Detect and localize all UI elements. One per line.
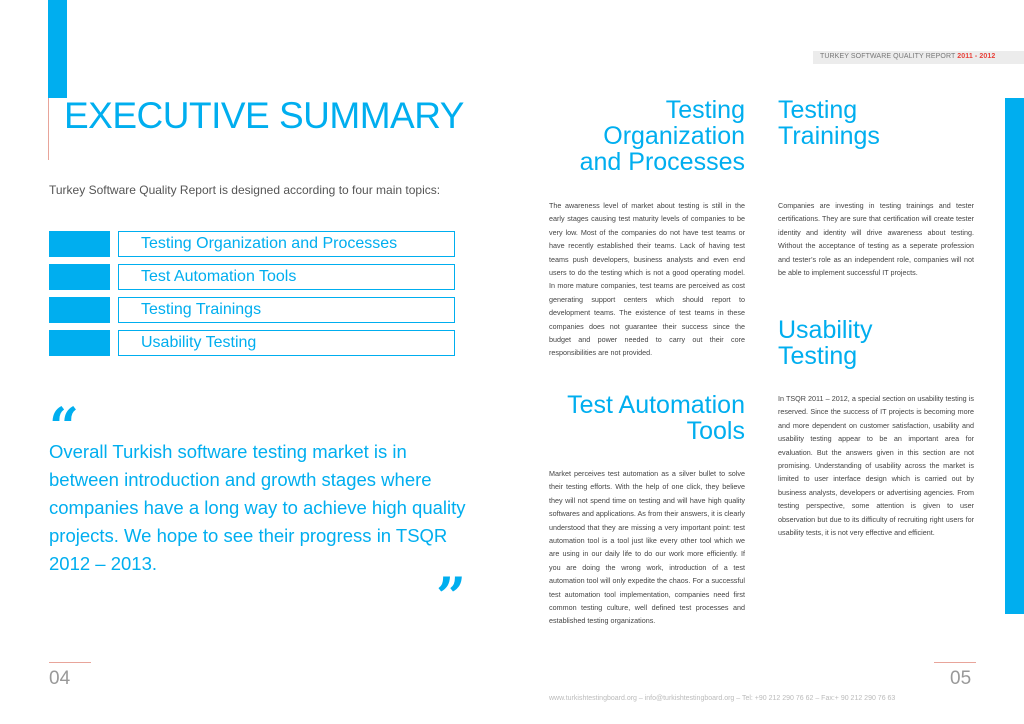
topic-label: Test Automation Tools	[141, 268, 297, 285]
section-title-test-automation	[549, 392, 745, 444]
section-title-line: Testing	[665, 96, 745, 124]
title-rule	[48, 98, 49, 160]
section-title-testing-trainings	[778, 97, 974, 149]
accent-bar-right	[1005, 98, 1024, 614]
section-title-line: Test Automation	[567, 391, 745, 419]
report-header	[820, 53, 995, 60]
quote-close-icon: ”	[436, 567, 466, 628]
section-body-test-automation: Market perceives test automation as a silver bullet to solve their testing efforts. With the help of one click, they believe they will not spend time on testing and will have high quality softwares and applications. As from their answers, it is clearly understood that they are missing a very important point: test automation tool is a tool just like every other tool which we are using in our daily life to do our work more efficiently. If you are doing the wrong work, introduction of a test automation tool will only expedite the chaos. For a successful test automation tool implementation, companies need first common testing culture, well defined test processes and established testing organizations.	[549, 469, 745, 626]
section-title-line: Testing	[778, 342, 858, 370]
intro-text: Turkey Software Quality Report is designed according to four main topics:	[49, 183, 441, 197]
section-body-testing-trainings: Companies are investing in testing trainings and tester certifications. They are sure that certification will create tester identity and identity will drive awareness about testing. Without the acceptance of testing as a seperate profession and tester’s role as an independent role, companies will not be able to implement successful IT projects.	[778, 201, 974, 278]
topic-item	[118, 231, 455, 257]
page-number-right: 05	[950, 668, 972, 689]
topic-item	[118, 264, 455, 290]
section-title-line: and Processes	[579, 148, 745, 176]
section-title-usability-testing	[778, 317, 974, 369]
quote-open-icon: “	[49, 397, 79, 458]
section-title-line: Trainings	[778, 122, 880, 150]
accent-bar-top	[48, 0, 67, 98]
page-number-rule-left	[49, 662, 91, 663]
topic-marker	[49, 297, 110, 323]
topic-item	[118, 330, 455, 356]
footer-contact: www.turkishtestingboard.org – info@turkishtestingboard.org – Tel: +90 212 290 76 62 – Fax:+ 90 212 290 76 63	[549, 695, 896, 702]
topic-marker	[49, 264, 110, 290]
section-title-testing-organization	[549, 97, 745, 175]
section-title-line: Tools	[686, 417, 745, 445]
report-header-title: TURKEY SOFTWARE QUALITY REPORT	[820, 53, 956, 60]
topic-item	[118, 297, 455, 323]
section-title-line: Testing	[778, 96, 858, 124]
section-title-line: Organization	[603, 122, 745, 150]
page-number-rule-right	[934, 662, 976, 663]
section-body-testing-organization: The awareness level of market about testing is still in the early stages causing test maturity levels of companies to be very low. Most of the companies do not have test teams or have recently established their teams. Lack of having test teams push developers, business analysts and even end users to do the testing which is not a good operating model. In more mature companies, test teams are perceived as cost generating support centers which should report to development teams. The existence of test teams in these companies does not guarantee their success since the budget and power needed to carry out their core responsibilities are not provided.	[549, 201, 745, 358]
pull-quote: Overall Turkish software testing market is in between introduction and growth stages where companies have a long way to achieve high quality projects. We hope to see their progress in TSQR 2012 – 2013.	[49, 441, 466, 574]
topic-marker	[49, 330, 110, 356]
topic-marker	[49, 231, 110, 257]
page-number-left: 04	[49, 668, 71, 689]
topic-label: Usability Testing	[141, 334, 257, 351]
page-title: EXECUTIVE SUMMARY	[64, 95, 464, 136]
report-header-year: 2011 - 2012	[957, 53, 996, 60]
section-body-usability-testing: In TSQR 2011 – 2012, a special section on usability testing is reserved. Since the success of IT projects is becoming more and more dependent on customer satisfaction, usability and usability testing appear to be an important area for evaluation. But the answers given in this section are not promising. Understanding of usability across the market is limited to user interface design which is carried out by business analysts, developers or advertising agencies. From testing perspective, some attention is given to user observation but due to its difficulty of recruiting right users for usability tests, it is not very effective and efficient.	[778, 394, 974, 538]
section-title-line: Usability	[778, 316, 873, 344]
topic-label: Testing Trainings	[141, 301, 262, 318]
topic-label: Testing Organization and Processes	[141, 235, 398, 252]
